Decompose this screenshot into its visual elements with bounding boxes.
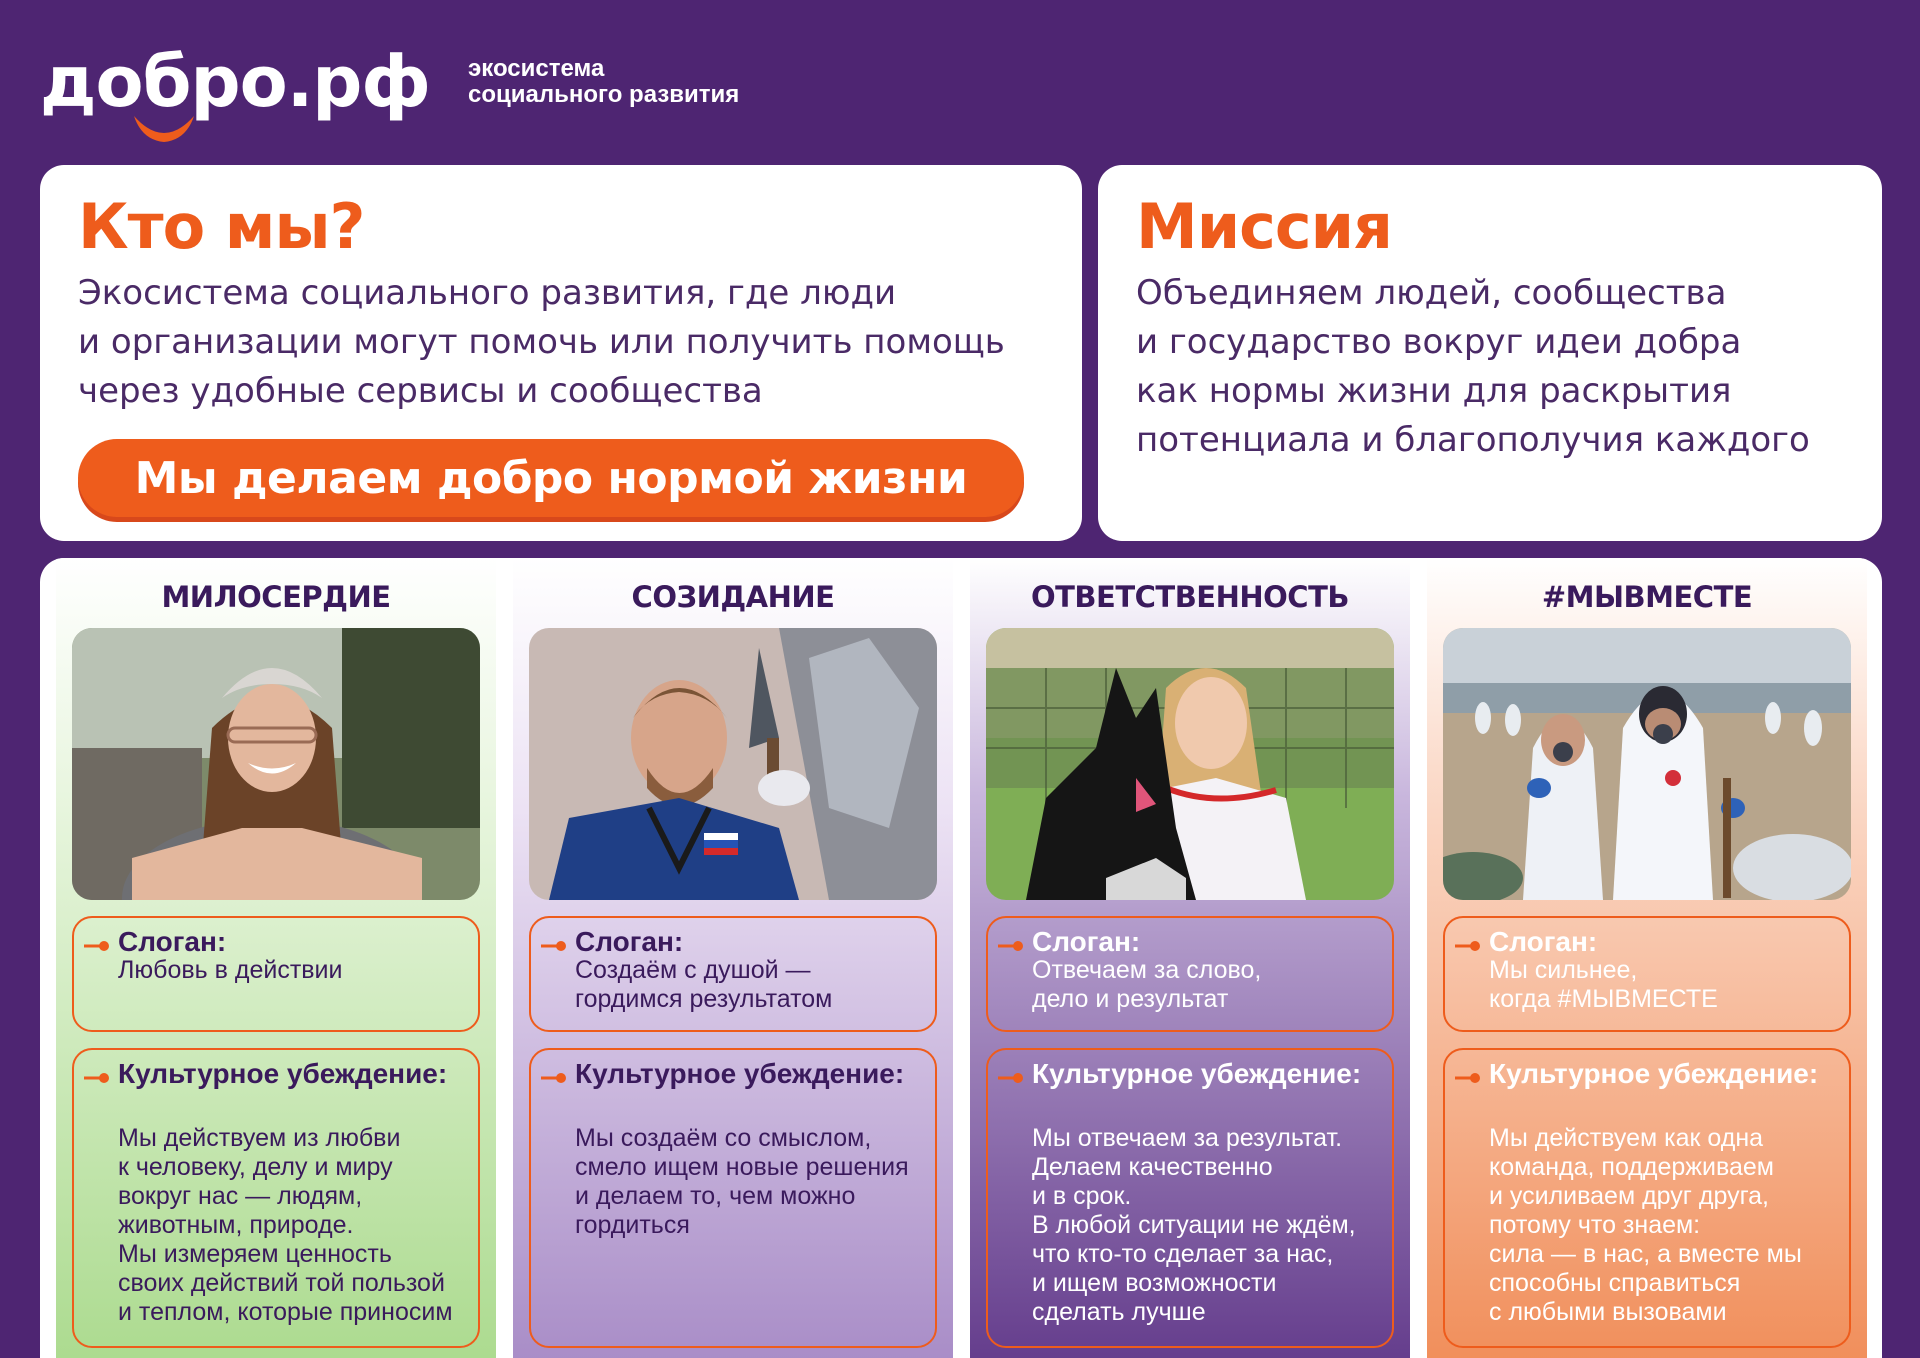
slogan-label: Слоган: bbox=[575, 926, 684, 957]
who-we-are-title: Кто мы? bbox=[78, 190, 365, 263]
belief-box bbox=[529, 1048, 937, 1348]
slogan-box bbox=[1443, 916, 1851, 1032]
arrow-right-icon bbox=[998, 1072, 1024, 1084]
slogan-text: Отвечаем за слово, дело и результат bbox=[1032, 956, 1262, 1013]
who-we-are-card bbox=[40, 165, 1082, 541]
arrow-right-icon bbox=[998, 940, 1024, 952]
slogan-box bbox=[72, 916, 480, 1032]
arrow-right-icon bbox=[1455, 940, 1481, 952]
belief-label: Культурное убеждение: bbox=[1032, 1058, 1362, 1089]
values-panel bbox=[40, 558, 1882, 1358]
volunteers-beach-cleanup-photo bbox=[1443, 628, 1851, 900]
value-title: ОТВЕТСТВЕННОСТЬ bbox=[1031, 580, 1349, 614]
slogan-text: Любовь в действии bbox=[118, 956, 343, 984]
tagline-line-2: социального развития bbox=[468, 81, 740, 108]
value-title: СОЗИДАНИЕ bbox=[631, 580, 835, 614]
slogan-label: Слоган: bbox=[118, 926, 227, 957]
value-column-together bbox=[1427, 558, 1867, 1358]
belief-box bbox=[1443, 1048, 1851, 1348]
value-column-mercy bbox=[56, 558, 496, 1358]
belief-text: Мы действуем из любви к человеку, делу и миру вокруг нас — людям, животным, природе. Мы измеряем ценность своих действий той пользой и теплом, которые приносим bbox=[118, 1124, 453, 1326]
slogan-text: Мы сильнее, когда #МЫВМЕСТЕ bbox=[1489, 956, 1718, 1013]
main-slogan-badge: Мы делаем добро нормой жизни bbox=[78, 439, 1024, 517]
belief-label: Культурное убеждение: bbox=[118, 1058, 448, 1089]
slogan-box bbox=[529, 916, 937, 1032]
mission-title: Миссия bbox=[1136, 190, 1392, 263]
belief-box bbox=[986, 1048, 1394, 1348]
belief-text: Мы отвечаем за результат. Делаем качественно и в срок. В любой ситуации не ждём, что кто-то сделает за нас, и ищем возможности сделать лучше bbox=[1032, 1124, 1356, 1326]
volunteer-woman-photo bbox=[72, 628, 480, 900]
belief-label: Культурное убеждение: bbox=[1489, 1058, 1819, 1089]
brand-tagline bbox=[468, 56, 808, 108]
belief-text: Мы действуем как одна команда, поддерживаем и усиливаем друг друга, потому что знаем: сила — в нас, а вместе мы способны справиться с любыми вызовами bbox=[1489, 1124, 1802, 1326]
mission-card bbox=[1098, 165, 1882, 541]
slogan-text: Создаём с душой — гордимся результатом bbox=[575, 956, 833, 1013]
belief-label: Культурное убеждение: bbox=[575, 1058, 905, 1089]
value-column-responsibility bbox=[970, 558, 1410, 1358]
arrow-right-icon bbox=[84, 1072, 110, 1084]
volunteer-builder-photo bbox=[529, 628, 937, 900]
dobro-rf-logo[interactable]: добро.рф bbox=[40, 41, 430, 123]
arrow-right-icon bbox=[1455, 1072, 1481, 1084]
value-title: МИЛОСЕРДИЕ bbox=[161, 580, 391, 614]
value-title: #МЫВМЕСТЕ bbox=[1541, 580, 1753, 614]
arrow-right-icon bbox=[84, 940, 110, 952]
slogan-box bbox=[986, 916, 1394, 1032]
belief-text: Мы создаём со смыслом, смело ищем новые решения и делаем то, чем можно гордиться bbox=[575, 1124, 909, 1239]
arrow-right-icon bbox=[541, 1072, 567, 1084]
arrow-right-icon bbox=[541, 940, 567, 952]
tagline-line-1: экосистема bbox=[468, 55, 605, 82]
mission-text: Объединяем людей, сообщества и государство вокруг идеи добра как нормы жизни для раскрытия потенциала и благополучия каждого bbox=[1136, 273, 1810, 460]
value-column-creation bbox=[513, 558, 953, 1358]
belief-box bbox=[72, 1048, 480, 1348]
slogan-label: Слоган: bbox=[1032, 926, 1141, 957]
slogan-label: Слоган: bbox=[1489, 926, 1598, 957]
who-we-are-text: Экосистема социального развития, где люди и организации могут помочь или получить помощь через удобные сервисы и сообщества bbox=[78, 273, 1005, 411]
smile-heart-icon bbox=[128, 110, 200, 144]
volunteer-with-dog-photo bbox=[986, 628, 1394, 900]
